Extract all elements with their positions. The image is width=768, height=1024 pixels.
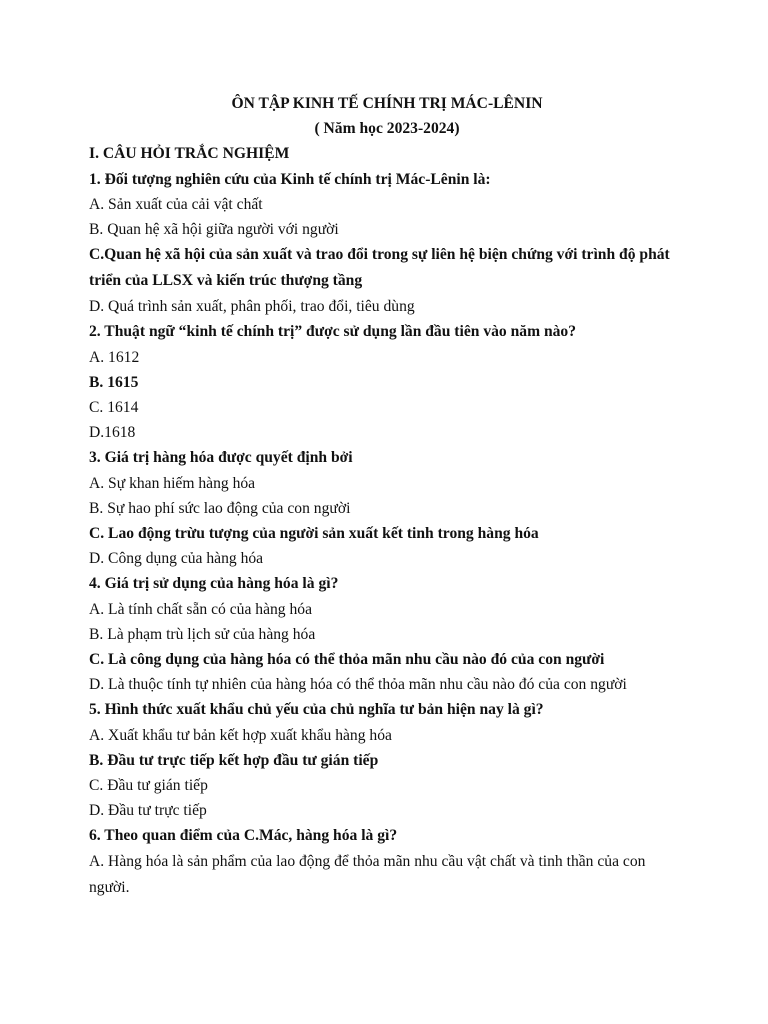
question-1: 1. Đối tượng nghiên cứu của Kinh tế chính trị Mác-Lênin là: [89,170,491,188]
document-subtitle: ( Năm học 2023-2024) [314,120,460,138]
question-2-option-a: A. 1612 [89,348,140,366]
question-1-option-a: A. Sản xuất của cải vật chất [89,195,263,213]
question-5-option-b: B. Đầu tư trực tiếp kết hợp đầu tư gián tiếp [89,751,379,769]
question-1-option-d: D. Quá trình sản xuất, phân phối, trao đổi, tiêu dùng [89,298,415,316]
question-2: 2. Thuật ngữ “kinh tế chính trị” được sử dụng lần đầu tiên vào năm nào? [89,323,577,341]
section-heading: I. CÂU HỎI TRẮC NGHIỆM [89,145,290,163]
question-3-option-d: D. Công dụng của hàng hóa [89,550,264,568]
question-2-option-c: C. 1614 [89,399,139,417]
question-3-option-b: B. Sự hao phí sức lao động của con người [89,499,351,517]
question-3-option-a: A. Sự khan hiếm hàng hóa [89,474,256,492]
question-1-option-c: C.Quan hệ xã hội của sản xuất và trao đổi trong sự liên hệ biện chứng với trình độ phát triển của LLSX và kiến trúc thượng tầng [89,246,670,290]
question-2-option-d: D.1618 [89,424,136,442]
question-2-option-b: B. 1615 [89,373,139,391]
question-5-option-c: C. Đầu tư gián tiếp [89,777,208,795]
question-3: 3. Giá trị hàng hóa được quyết định bởi [89,449,353,467]
question-6: 6. Theo quan điểm của C.Mác, hàng hóa là gì? [89,827,398,845]
question-4: 4. Giá trị sử dụng của hàng hóa là gì? [89,575,339,593]
question-3-option-c: C. Lao động trừu tượng của người sản xuất kết tinh trong hàng hóa [89,525,539,543]
question-6-option-a: A. Hàng hóa là sản phẩm của lao động để thỏa mãn nhu cầu vật chất và tinh thần của con người. [89,852,646,896]
document-title: ÔN TẬP KINH TẾ CHÍNH TRỊ MÁC-LÊNIN [231,95,543,112]
question-4-option-d: D. Là thuộc tính tự nhiên của hàng hóa có thể thỏa mãn nhu cầu nào đó của con người [89,676,627,694]
document-content [89,91,685,901]
question-1-option-b: B. Quan hệ xã hội giữa người với người [89,221,339,239]
question-4-option-b: B. Là phạm trù lịch sử của hàng hóa [89,625,316,643]
question-5-option-a: A. Xuất khẩu tư bản kết hợp xuất khẩu hàng hóa [89,726,392,744]
question-5: 5. Hình thức xuất khẩu chủ yếu của chủ nghĩa tư bản hiện nay là gì? [89,701,544,719]
question-4-option-a: A. Là tính chất sẵn có của hàng hóa [89,600,312,618]
question-4-option-c: C. Là công dụng của hàng hóa có thể thỏa mãn nhu cầu nào đó của con người [89,651,605,669]
question-5-option-d: D. Đầu tư trực tiếp [89,802,207,820]
